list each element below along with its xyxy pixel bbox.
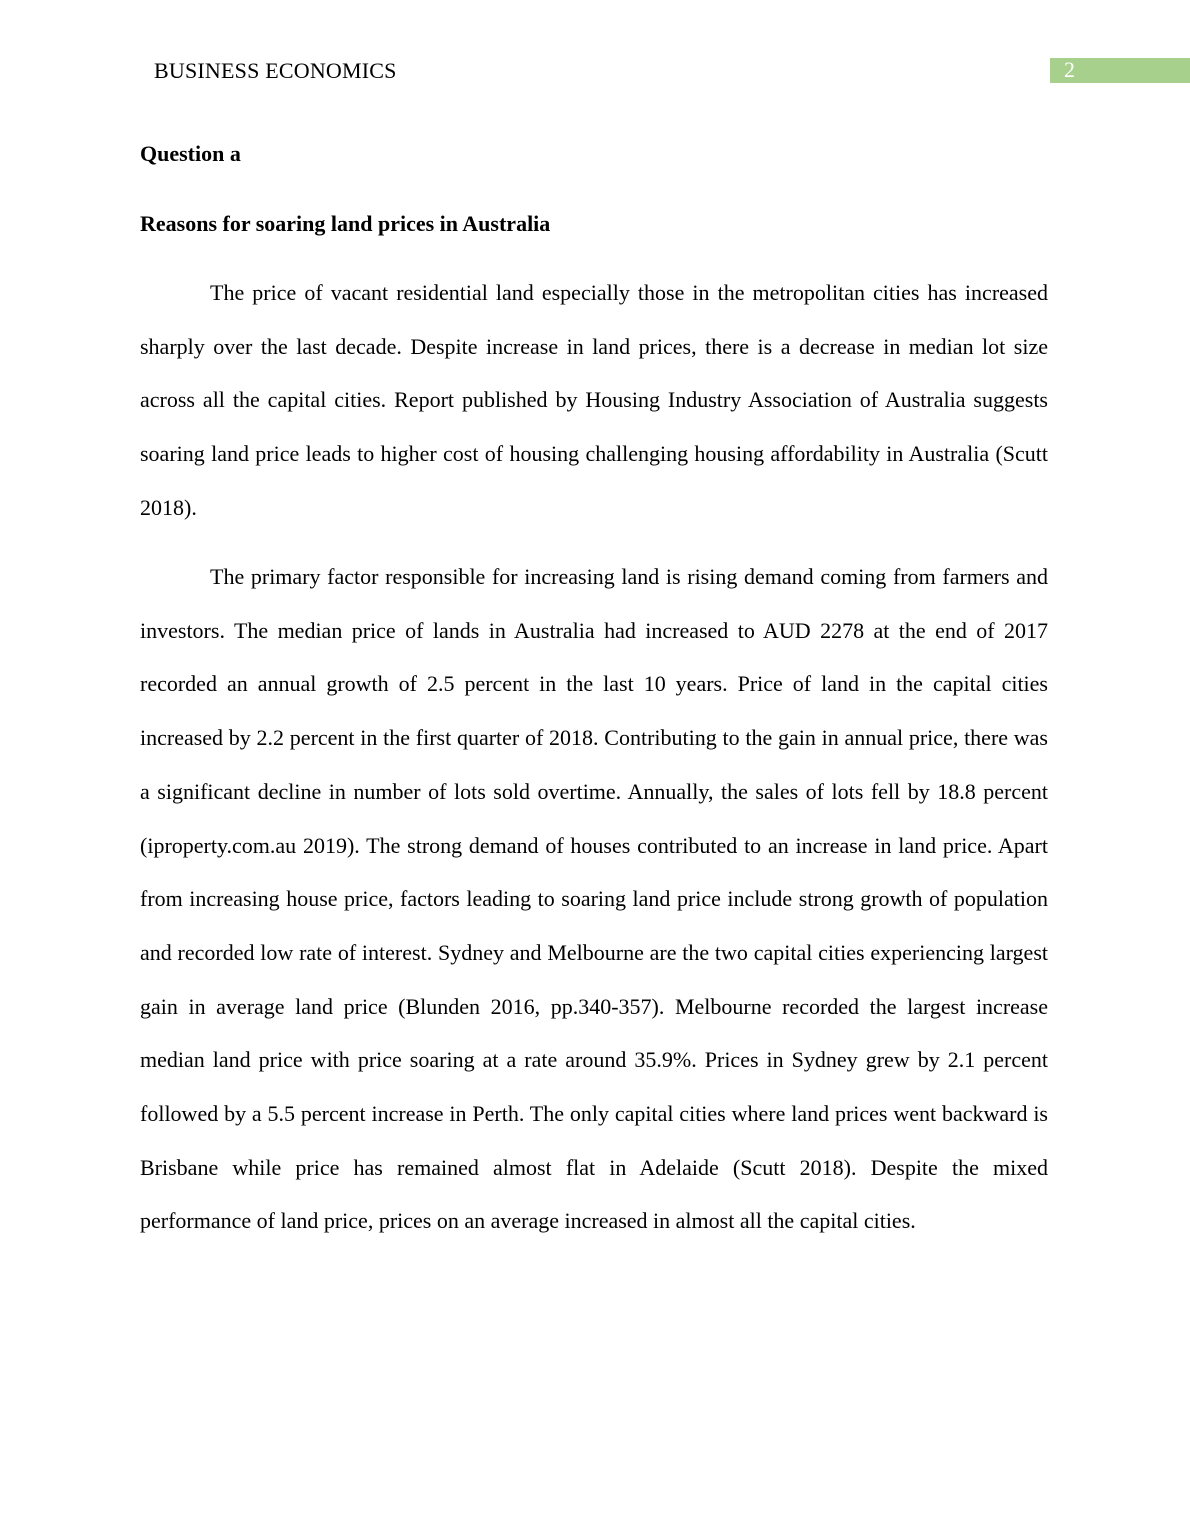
body-paragraph-2: The primary factor responsible for increasing land is rising demand coming from farmers and investors. The median price of lands in Australia had increased to AUD 2278 at the end of 2017 recorded an annual growth of 2.5 percent in the last 10 years. Price of land in the capital cities increased by 2.2 percent in the first quarter of 2018. Contributing to the gain in annual price, there was a significant decline in number of lots sold overtime. Annually, the sales of lots fell by 18.8 percent (iproperty.com.au 2019). The strong demand of houses contributed to an increase in land price. Apart from increasing house price, factors leading to soaring land price include strong growth of population and recorded low rate of interest. Sydney and Melbourne are the two capital cities experiencing largest gain in average land price (Blunden 2016, pp.340-357). Melbourne recorded the largest increase median land price with price soaring at a rate around 35.9%. Prices in Sydney grew by 2.1 percent followed by a 5.5 percent increase in Perth. The only capital cities where land prices went backward is Brisbane while price has remained almost flat in Adelaide (Scutt 2018). Despite the mixed performance of land price, prices on an average increased in almost all the capital cities. bbox=[140, 564, 1048, 1234]
section-heading: Reasons for soaring land prices in Australia bbox=[140, 211, 551, 236]
page-number-badge bbox=[1050, 58, 1190, 83]
running-header-title: BUSINESS ECONOMICS bbox=[154, 58, 397, 83]
question-heading: Question a bbox=[140, 141, 241, 166]
body-paragraph-1: The price of vacant residential land especially those in the metropolitan cities has increased sharply over the last decade. Despite increase in land prices, there is a decrease in median lot size across all the capital cities. Report published by Housing Industry Association of Australia suggests soaring land price leads to higher cost of housing challenging housing affordability in Australia (Scutt 2018). bbox=[140, 280, 1048, 520]
page-number: 2 bbox=[1064, 57, 1075, 82]
